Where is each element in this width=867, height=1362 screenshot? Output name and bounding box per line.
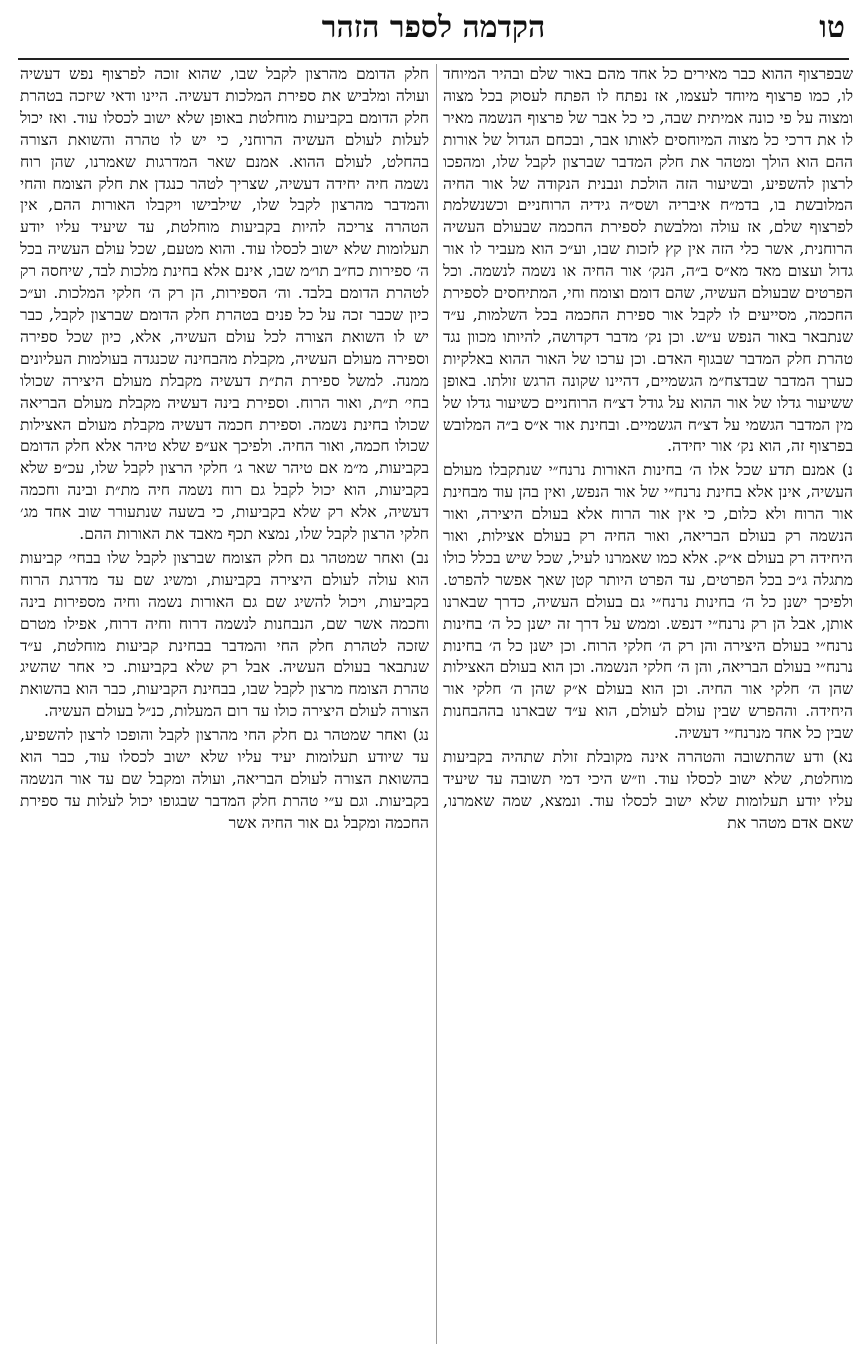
page-header — [18, 8, 849, 60]
paragraph-51: נא) ודע שהתשובה והטהרה אינה מקובלת זולת שתהיה בקביעות מוחלטת, שלא ישוב לכסלו עוד. וז״ש היכי דמי תשובה עד שיעיד עליו יודע תעלומות שלא ישוב לכסלו עוד. ונמצא, שמה שאמרנו, שאם אדם מטהר את — [443, 748, 853, 832]
page-title: הקדמה לספר הזהר — [321, 10, 546, 45]
column-divider — [436, 64, 437, 1344]
page-number: טו — [819, 10, 845, 45]
right-column — [443, 64, 853, 1356]
paragraph: חלק הדומם מהרצון לקבל שבו, שהוא זוכה לפרצוף נפש דעשיה ועולה ומלביש את ספירת המלכות דעשיה. היינו ודאי שיזכה בטהרת חלק הדומם בקביעות מוחלטת באופן שלא ישוב לכסלו עוד. ואז יכול לעלות לעולם העשיה הרוחני, כי יש לו טהרה והשואת הצורה בהחלט, לעולם ההוא. אמנם שאר המדרגות שאמרנו, שהן רוח נשמה חיה יחידה דעשיה, שצריך לטהר כנגדן את חלק הצומח והחי והמדבר מהרצון לקבל שלו, שילבישו ויקבלו האורות ההם, אין הטהרה צריכה להיות בקביעות מוחלטת, עד שיעיד עליו יודע תעלומות שלא ישוב לכסלו עוד. והוא מטעם, שכל עולם העשיה בכל ה׳ ספירות כח״ב תו״מ שבו, אינם אלא בחינת מלכות לבד, שיחסה רק לטהרת הדומם בלבד. וה׳ הספירות, הן רק ה׳ חלקי המלכות. וע״כ כיון שכבר זכה על כל פנים בטהרת חלק הדומם שברצון לקבל, כבר יש לו השואת הצורה לכל עולם העשיה, אלא, כיון שכל ספירה וספירה מעולם העשיה, מקבלת מהבחינה שכנגדה בעולמות העליונים ממנה. למשל ספירת הת״ת דעשיה מקבלת מעולם היצירה שכולו בחי׳ ת״ת, ואור הרוח. וספירת בינה דעשיה מקבלת מעולם הבריאה שכולו בחינת נשמה. וספירת חכמה דעשיה מקבלת מעולם האצילות שכולו חכמה, ואור החיה. ולפיכך אע״פ שלא טיהר אלא חלק הדומם בקביעות, מ״מ אם טיהר שאר ג׳ חלקי הרצון לקבל שלו, עכ״פ שלא בקביעות, הוא יכול לקבל גם רוח נשמה חיה מת״ת ובינה וחכמה דעשיה, אלא רק שלא בקביעות, כי בשעה שנתעורר שוב אחד מג׳ חלקי הרצון לקבל שלו, נמצא תכף מאבד את האורות ההם. — [20, 65, 429, 544]
paragraph-50: נ) אמנם תדע שכל אלו ה׳ בחינות האורות נרנח״י שנתקבלו מעולם העשיה, אינן אלא בחינת נרנח״י של אור הנפש, ואין בהן עוד מבחינת אור הרוח ולא כלום, כי אין אור הרוח אלא בעולם היצירה, ואור הנשמה רק בעולם הבריאה, ואור החיה רק בעולם אצילות, ואור היחידה רק בעולם א״ק. אלא כמו שאמרנו לעיל, שכל שיש בכלל כולו מתגלה ג״כ בכל הפרטים, עד הפרט היותר קטן שאך אפשר להפרט. ולפיכך ישנן כל ה׳ בחינות נרנח״י גם בעולם העשיה, כדרך שבארנו אותן, אבל הן רק נרנח״י דנפש. וממש על דרך זה ישנן כל ה׳ בחינות נרנח״י בעולם היצירה והן רק ה׳ חלקי הרוח. וכן ישנן כל ה׳ בחינות נרנח״י בעולם הבריאה, והן ה׳ חלקי הנשמה. וכן הוא בעולם האצילות שהן ה׳ חלקי אור החיה. וכן הוא בעולם א״ק שהן ה׳ חלקי אור היחידה. וההפרש שבין עולם לעולם, הוא ע״ד שבארנו בההבחנות שבין כל אחד מנרנח״י דעשיה. — [443, 461, 853, 743]
paragraph-52: נב) ואחר שמטהר גם חלק הצומח שברצון לקבל שלו בבחי׳ קביעות הוא עולה לעולם היצירה בקביעות, ומשיג שם עד מדרגת הרוח בקביעות, ויכול להשיג שם גם האורות נשמה וחיה מספירות בינה וחכמה אשר שם, הנבחנות לנשמה דרוח וחיה דרוח, אפילו מטרם שזכה לטהרת חלק החי והמדבר בבחינת קביעות מוחלטת, ע״ד שנתבאר בעולם העשיה. אבל רק שלא בקביעות. כי אחר שהשיג טהרת הצומח מרצון לקבל שבו, בבחינת הקביעות, כבר הוא בהשואת הצורה לעולם היצירה כולו עד רום המעלות, כנ״ל בעולם העשיה. — [20, 548, 429, 721]
paragraph-53: נג) ואחר שמטהר גם חלק החי מהרצון לקבל והופכו לרצון להשפיע, עד שיודע תעלומות יעיד עליו שלא ישוב לכסלו עוד, כבר הוא בהשואת הצורה לעולם הבריאה, ועולה ומקבל שם עד אור הנשמה בקביעות. וגם ע״י טהרת חלק המדבר שבגופו יכול לעלות עד ספירת החכמה ומקבל גם אור החיה אשר — [20, 726, 429, 832]
left-column — [20, 64, 429, 1356]
paragraph: שבפרצוף ההוא כבר מאירים כל אחד מהם באור שלם ובהיר המיוחד לו, כמו פרצוף מיוחד לעצמו, אז נפתח לו הפתח לעסוק בכל מצוה ומצוה על פי כונה אמיתית שבה, כי כל אבר של פרצוף הנשמה מאיר לו את דרכי כל מצוה המיוחסים לאותו אבר, ובכחם הגדול של אורות ההם הוא הולך ומטהר את חלק המדבר שברצון לקבל שלו, ומהפכו לרצון להשפיע, ובשיעור הזה הולכת ונבנית הנקודה של אור החיה המלובשת בו, בדמ״ח איבריה ושס״ה גידיה הרוחניים וכשנשלמת לפרצוף שלם, אז עולה ומלבשת לספירת החכמה שבעולם העשיה הרוחנית, אשר כלי הזה אין קץ לזכות שבו, וע״כ הוא מעביר לו אור גדול ועצום מאד מא״ס ב״ה, הנק׳ אור החיה או נשמה לנשמה. וכל הפרטים שבעולם העשיה, שהם דומם וצומח וחי, המתיחסים לספירת החכמה, מסייעים לו לקבל אור ספירת החכמה בכל השלמות, ע״ד שנתבאר באור הנפש ע״ש. וכן נק׳ מדבר דקדושה, להיותו מכוון נגד טהרת חלק המדבר שבגוף האדם. וכן ערכו של האור ההוא באלקיות כערך המדבר שבדצח״מ הגשמיים, דהיינו שקונה הרגש זולתו. באופן ששיעור גדלו של אור ההוא על גודל דצ״ח הרוחניים כשיעור גדלו של מין המדבר הגשמי על דצ״ח הגשמיים. ובחינת אור א״ס ב״ה המלובש בפרצוף זה, הוא נק׳ אור יחידה. — [443, 65, 853, 456]
